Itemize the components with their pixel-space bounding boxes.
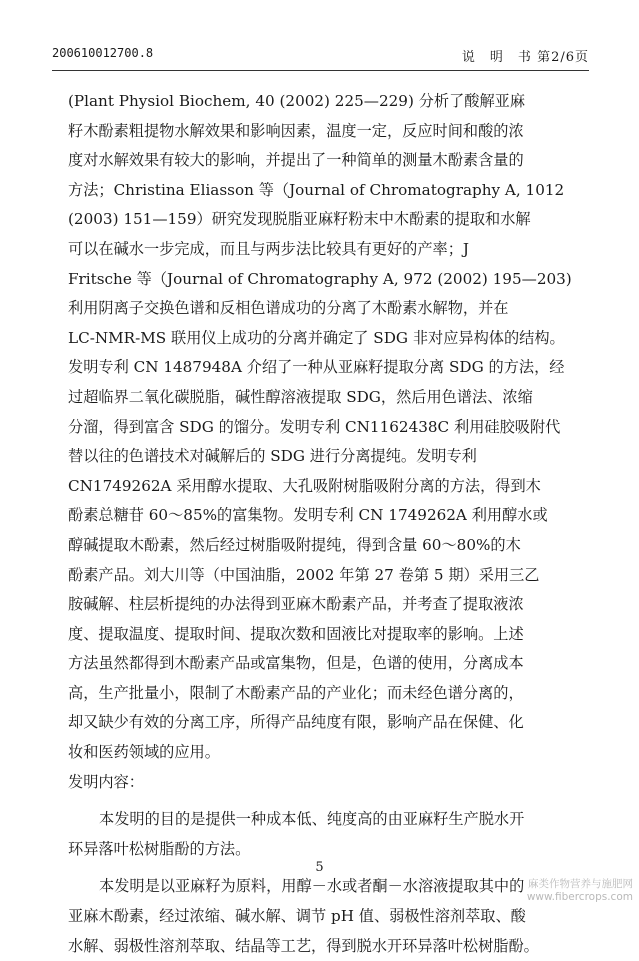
text-line: 高，生产批量小，限制了木酚素产品的产业化；而未经色谱分离的， xyxy=(68,683,524,702)
text-line: 胺碱解、柱层析提纯的办法得到亚麻木酚素产品，并考查了提取液浓 xyxy=(68,595,524,614)
background-paragraph xyxy=(68,87,588,768)
page-info: 第2/6页 xyxy=(537,50,589,65)
text-line: 发明专利 CN 1487948A 介绍了一种从亚麻籽提取分离 SDG 的方法，经 xyxy=(68,358,565,377)
text-line: 度对水解效果有较大的影响，并提出了一种简单的测量木酚素含量的 xyxy=(68,151,524,170)
page-header xyxy=(52,46,589,68)
text-line: 分溜，得到富含 SDG 的馏分。发明专利 CN1162438C 利用硅胶吸附代 xyxy=(68,417,561,436)
text-line: 水解、弱极性溶剂萃取、结晶等工艺，得到脱水开环异落叶松树脂酚。 xyxy=(68,936,539,955)
text-line: Fritsche 等（Journal of Chromatography A, 972 (2002) 195—203) xyxy=(68,269,572,288)
text-line: 环异落叶松树脂酚的方法。 xyxy=(68,839,251,858)
text-line: 籽木酚素粗提物水解效果和影响因素，温度一定，反应时间和酸的浓 xyxy=(68,121,524,140)
document-body xyxy=(68,87,588,961)
watermark-title: 麻类作物营养与施肥网 xyxy=(528,878,633,890)
text-line: 替以往的色谱技术对碱解后的 SDG 进行分离提纯。发明专利 xyxy=(68,447,477,466)
text-line: 方法虽然都得到木酚素产品或富集物，但是，色谱的使用，分离成本 xyxy=(68,654,524,673)
text-line: 却又缺少有效的分离工序，所得产品纯度有限，影响产品在保健、化 xyxy=(68,713,524,732)
site-watermark xyxy=(527,878,633,904)
text-line: 亚麻木酚素，经过浓缩、碱水解、调节 pH 值、弱极性溶剂萃取、酸 xyxy=(68,907,526,926)
text-line: 醇碱提取木酚素，然后经过树脂吸附提纯，得到含量 60～80%的木 xyxy=(68,535,521,554)
watermark-url: www.fibercrops.com xyxy=(526,891,633,903)
text-line: 利用阴离子交换色谱和反相色谱成功的分离了木酚素水解物，并在 xyxy=(68,299,509,318)
method-paragraph xyxy=(68,872,588,961)
text-line: 过超临界二氧化碳脱脂，碱性醇溶液提取 SDG，然后用色谱法、浓缩 xyxy=(68,387,533,406)
document-number: 200610012700.8 xyxy=(52,46,154,60)
text-line: 方法；Christina Eliasson 等（Journal of Chromatography A, 1012 xyxy=(68,180,565,199)
text-line: 酚素产品。刘大川等（中国油脂，2002 年第 27 卷第 5 期）采用三乙 xyxy=(68,565,540,584)
purpose-paragraph xyxy=(68,805,588,864)
section-heading: 发明内容： xyxy=(68,772,144,791)
section-label: 说 明 书 xyxy=(461,50,532,65)
text-line: 酚素总糖苷 60～85%的富集物。发明专利 CN 1749262A 利用醇水或 xyxy=(68,506,548,525)
text-line: 本发明的目的是提供一种成本低、纯度高的由亚麻籽生产脱水开 xyxy=(99,810,525,829)
text-line: (2003) 151—159）研究发现脱脂亚麻籽粉末中木酚素的提取和水解 xyxy=(68,210,531,229)
text-line: 可以在碱水一步完成，而且与两步法比较具有更好的产率；J xyxy=(68,239,469,258)
text-line: 度、提取温度、提取时间、提取次数和固液比对提取率的影响。上述 xyxy=(68,624,524,643)
text-line: 本发明是以亚麻籽为原料，用醇－水或者酮－水溶液提取其中的 xyxy=(99,877,525,896)
header-right xyxy=(462,46,589,65)
text-line: LC-NMR-MS 联用仪上成功的分离并确定了 SDG 非对应异构体的结构。 xyxy=(68,328,565,347)
text-line: CN1749262A 采用醇水提取、大孔吸附树脂吸附分离的方法，得到木 xyxy=(68,476,541,495)
text-line: (Plant Physiol Biochem, 40 (2002) 225—229) 分析了酸解亚麻 xyxy=(68,92,526,110)
header-rule xyxy=(52,70,589,71)
page-number: 5 xyxy=(315,860,324,875)
text-line: 妆和医药领域的应用。 xyxy=(68,743,220,762)
